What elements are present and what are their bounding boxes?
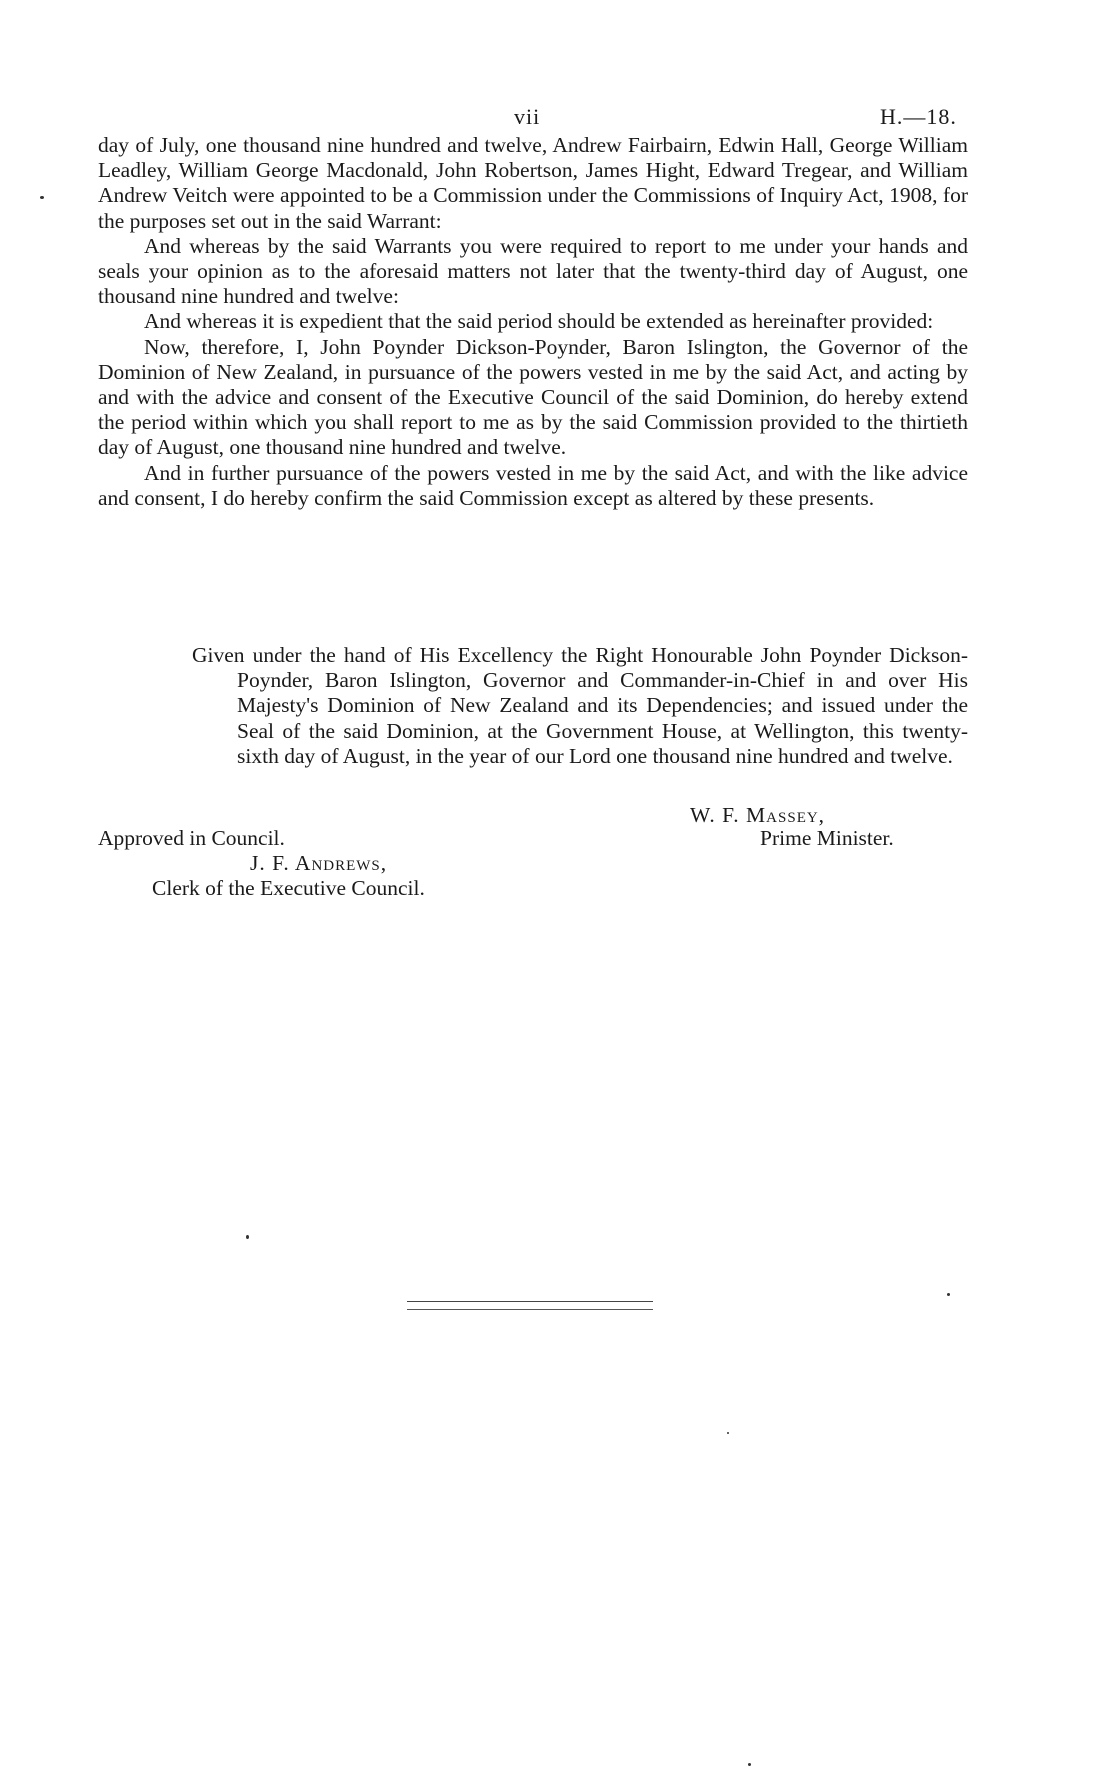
paragraph-continuation: day of July, one thousand nine hundred and twelve, Andrew Fairbairn, Edwin Hall, George William Leadley, William George Macdonald, John Robertson, James Hight, Edward Tregear, and William Andrew Veitch were appointed to be a Commission under the Commissions of Inquiry Act, 1908, for the purposes set out in the said Warrant: <box>98 133 968 233</box>
body-text <box>98 133 968 511</box>
scan-speck <box>246 1235 249 1239</box>
closing-rule-lower <box>407 1309 653 1310</box>
minister-signature-title: Prime Minister. <box>760 826 894 850</box>
clerk-signature-name: J. F. Andrews, <box>250 851 388 875</box>
paragraph-expedient: And whereas it is expedient that the said period should be extended as hereinafter provided: <box>144 309 934 334</box>
paragraph-extension: Now, therefore, I, John Poynder Dickson-Poynder, Baron Islington, the Governor of the Dominion of New Zealand, in pursuance of the powers vested in me by the said Act, and acting by and with the advice and consent of the Executive Council of the said Dominion, do hereby extend the period within which you shall report to me as by the said Commission provided to the thirtieth day of August, one thousand nine hundred and twelve. <box>98 334 968 460</box>
scan-speck <box>40 196 44 199</box>
minister-signature-name: W. F. Massey, <box>690 803 826 827</box>
page-number: vii <box>514 104 541 129</box>
paragraph-confirmation: And in further pursuance of the powers vested in me by the said Act, and with the like advice and consent, I do hereby confirm the said Commission except as altered by these presents. <box>98 460 968 510</box>
clerk-signature-title: Clerk of the Executive Council. <box>152 876 425 900</box>
document-reference: H.—18. <box>880 104 957 129</box>
given-clause <box>192 643 968 769</box>
scan-speck <box>727 1432 729 1434</box>
closing-rule-upper <box>407 1301 653 1302</box>
approved-in-council: Approved in Council. <box>98 826 285 850</box>
scan-speck <box>748 1763 751 1766</box>
scan-speck <box>947 1293 950 1296</box>
given-clause-text: Given under the hand of His Excellency the Right Honourable John Poynder Dickson-Poynder, Baron Islington, Governor and Commander-in-Chief in and over His Majesty's Dominion of New Zealand and its Dependencies; and issued under the Seal of the said Dominion, at the Government House, at Wellington, this twenty-sixth day of August, in the year of our Lord one thousand nine hundred and twelve. <box>192 643 968 768</box>
paragraph-warrants: And whereas by the said Warrants you were required to report to me under your hands and seals your opinion as to the aforesaid matters not later that the twenty-third day of August, one thousand nine hundred and twelve: <box>98 233 968 309</box>
